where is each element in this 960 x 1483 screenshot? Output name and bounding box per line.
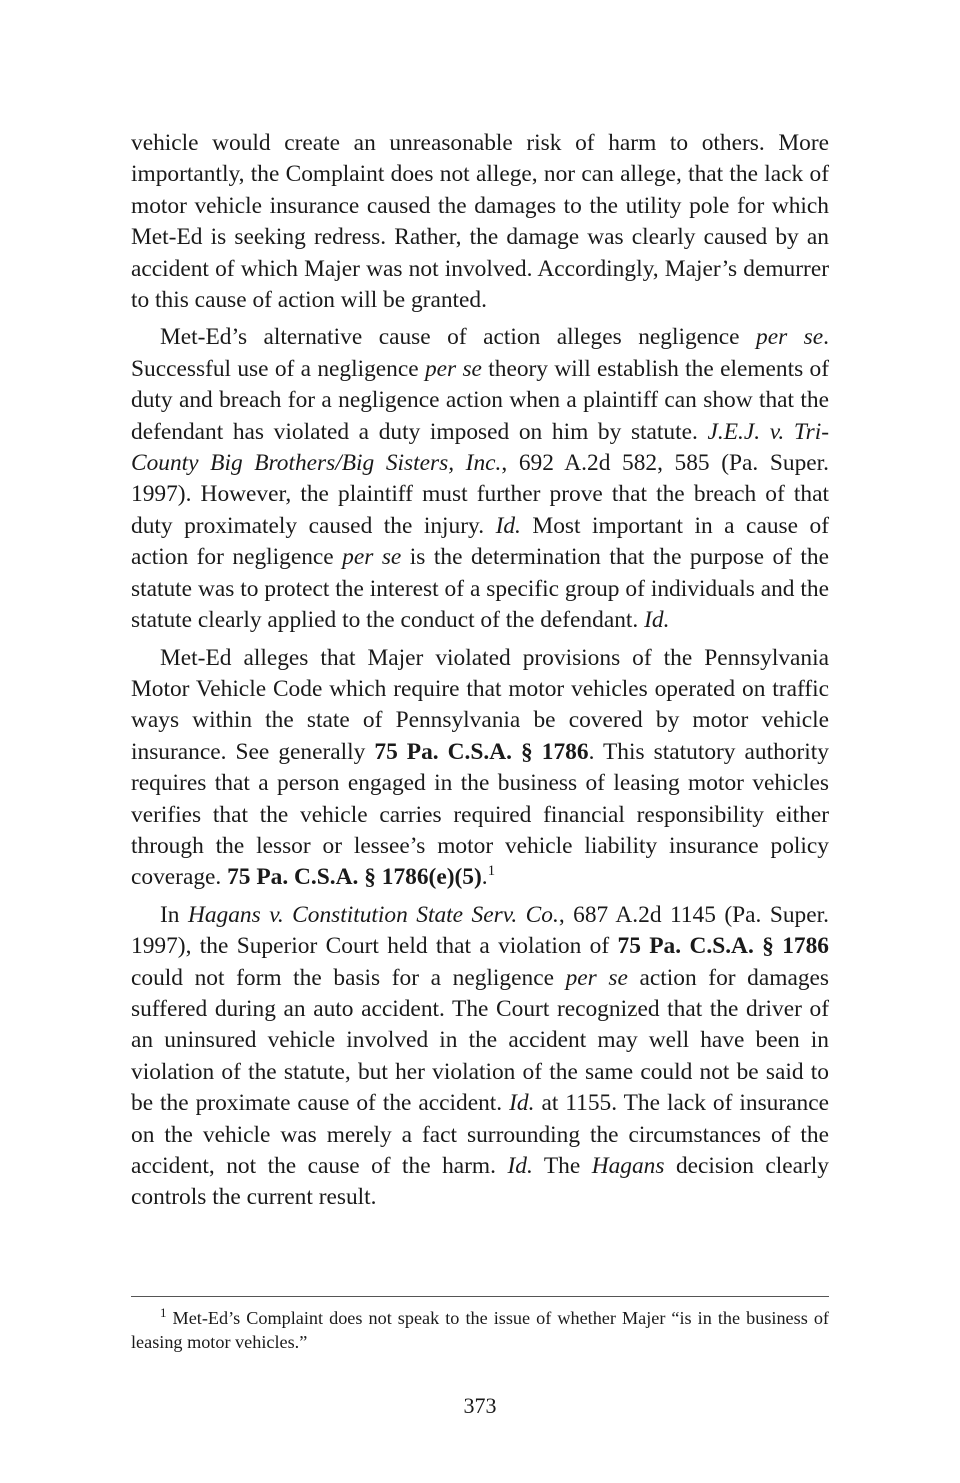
- statute-citation: 75 Pa. C.S.A. § 1786(e)(5): [227, 864, 482, 891]
- page-number: 373: [463, 1393, 497, 1418]
- citation-id: Id.: [507, 1153, 533, 1179]
- footnote-divider: [131, 1296, 829, 1297]
- case-citation: Hagans v. Constitution State Serv. Co.: [187, 901, 559, 928]
- text-run: In: [160, 901, 188, 928]
- text-run: decision clearly controls the current result.: [131, 1153, 829, 1211]
- citation-id: Id.: [644, 607, 670, 634]
- text-run: . This statutory authority requires that a person engaged in the business of leasing motor vehicles verifies that the vehicle carries required financial responsibility either through the lessor or lessee’s motor vehicle liability insurance policy coverage.: [131, 738, 829, 891]
- text-run: Most important in a cause of action for negligence: [131, 512, 829, 571]
- body-text: [131, 128, 829, 1214]
- statute-citation: 75 Pa. C.S.A. § 1786: [374, 738, 589, 765]
- footnote-marker: 1: [487, 863, 496, 880]
- paragraph-1: [131, 128, 829, 316]
- text-run: is the determination that the purpose of the statute was to protect the interest of a specific group of individuals and the statute clearly applied to the conduct of the defendant.: [131, 544, 829, 634]
- text-run: Met-Ed alleges that Majer violated provisions of the Pennsylvania Motor Vehicle Code which require that motor vehicles operated on traffic ways within the state of Pennsylvania be covered by motor vehicle insurance. See generally: [131, 644, 829, 765]
- page-content: [131, 128, 829, 1220]
- italic-run: per se: [342, 544, 402, 571]
- text-run: theory will establish the elements of duty and breach for a negligence action when a plaintiff can show that the defendant has violated a duty imposed on him by statute.: [131, 355, 829, 445]
- paragraph-2: [131, 322, 829, 636]
- text-run: Met-Ed’s alternative cause of action alleges negligence: [160, 324, 756, 351]
- text-run: , 692 A.2d 582, 585 (Pa. Super. 1997). However, the plaintiff must further prove that the breach of that duty proximately caused the injury.: [131, 450, 829, 539]
- statute-citation: 75 Pa. C.S.A. § 1786: [617, 933, 829, 960]
- footnote-text: Met-Ed’s Complaint does not speak to the issue of whether Majer “is in the business of leasing motor vehicles.”: [131, 1308, 829, 1352]
- paragraph-4: [131, 900, 829, 1214]
- footnote-number: 1: [160, 1304, 167, 1320]
- text-run: at 1155. The lack of insurance on the vehicle was merely a fact surrounding the circumstances of the accident, not the cause of the harm.: [131, 1090, 830, 1179]
- text-run: .: [481, 864, 488, 891]
- italic-run: per se: [424, 355, 482, 382]
- italic-run: per se: [565, 964, 628, 991]
- text-run: action for damages suffered during an auto accident. The Court recognized that the driver of an uninsured vehicle involved in the accident may well have been in violation of the statute, but her violation of the same could not be said to be the proximate cause of the accident.: [131, 964, 830, 1117]
- italic-run: per se: [756, 324, 824, 351]
- paragraph-3: [131, 643, 829, 894]
- text-run: The: [532, 1153, 592, 1179]
- paragraph-1-text: vehicle would create an unreasonable risk of harm to others. More importantly, the Complaint does not allege, nor can allege, that the lack of motor vehicle insurance caused the damages to the utility pole for which Met-Ed is seeking redress. Rather, the damage was clearly caused by an accident of which Majer was not involved. Accordingly, Majer’s demurrer to this cause of action will be granted.: [131, 130, 829, 314]
- case-citation: J.E.J. v. Tri-County Big Brothers/Big Sisters, Inc.: [131, 418, 829, 477]
- text-run: could not form the basis for a negligence: [131, 964, 566, 991]
- footnote: [131, 1306, 829, 1354]
- case-name: Hagans: [591, 1153, 665, 1179]
- text-run: , 687 A.2d 1145 (Pa. Super. 1997), the Superior Court held that a violation of: [131, 901, 829, 960]
- citation-id: Id.: [509, 1090, 535, 1117]
- text-run: . Successful use of a negligence: [131, 324, 830, 382]
- citation-id: Id.: [495, 512, 521, 539]
